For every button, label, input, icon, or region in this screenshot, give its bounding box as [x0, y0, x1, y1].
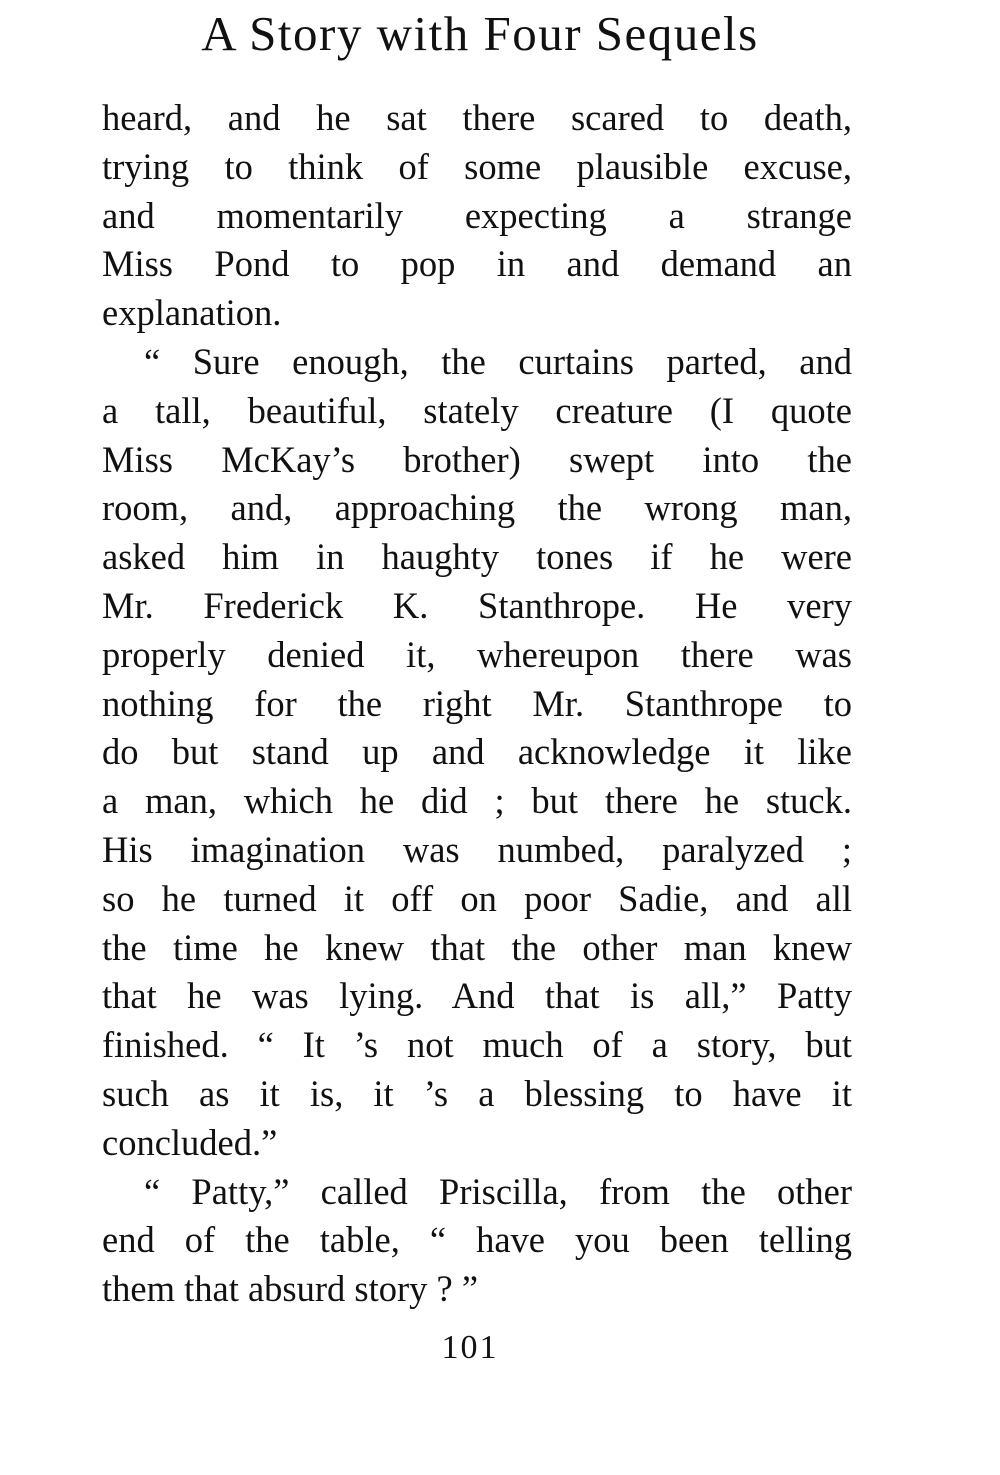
- text-line: asked him in haughty tones if he were: [102, 536, 852, 578]
- text-line: Mr. Frederick K. Stanthrope. He very: [102, 584, 852, 626]
- text-line: such as it is, it ’s a blessing to have it: [102, 1072, 852, 1114]
- text-line: trying to think of some plausible excuse,: [102, 145, 852, 187]
- text-line: them that absurd story ? ”: [102, 1268, 479, 1310]
- body-text: [102, 94, 852, 1314]
- text-line: finished. “ It ’s not much of a story, but: [102, 1024, 852, 1066]
- text-line: a man, which he did ; but there he stuck.: [102, 780, 852, 822]
- text-line: room, and, approaching the wrong man,: [102, 487, 852, 529]
- text-line: that he was lying. And that is all,” Patty: [102, 975, 852, 1017]
- text-line: the time he knew that the other man knew: [102, 926, 852, 968]
- text-line: properly denied it, whereupon there was: [102, 633, 852, 675]
- text-line: Miss Pond to pop in and demand an: [102, 243, 852, 285]
- text-line: explanation.: [102, 292, 282, 334]
- text-line: so he turned it off on poor Sadie, and all: [102, 877, 852, 919]
- text-line: “ Patty,” called Priscilla, from the other: [144, 1170, 852, 1212]
- running-head: A Story with Four Sequels: [201, 6, 759, 61]
- text-line: heard, and he sat there scared to death,: [102, 97, 852, 138]
- text-line: “ Sure enough, the curtains parted, and: [144, 340, 852, 382]
- text-line: His imagination was numbed, paralyzed ;: [102, 828, 852, 870]
- text-line: end of the table, “ have you been telling: [102, 1219, 852, 1261]
- text-line: and momentarily expecting a strange: [102, 194, 852, 236]
- text-line: do but stand up and acknowledge it like: [102, 731, 852, 773]
- text-line: nothing for the right Mr. Stanthrope to: [102, 682, 852, 724]
- text-line: Miss McKay’s brother) swept into the: [102, 438, 852, 480]
- text-line: a tall, beautiful, stately creature (I quote: [102, 389, 852, 431]
- text-line: concluded.”: [102, 1121, 278, 1163]
- page-number: 101: [441, 1329, 499, 1366]
